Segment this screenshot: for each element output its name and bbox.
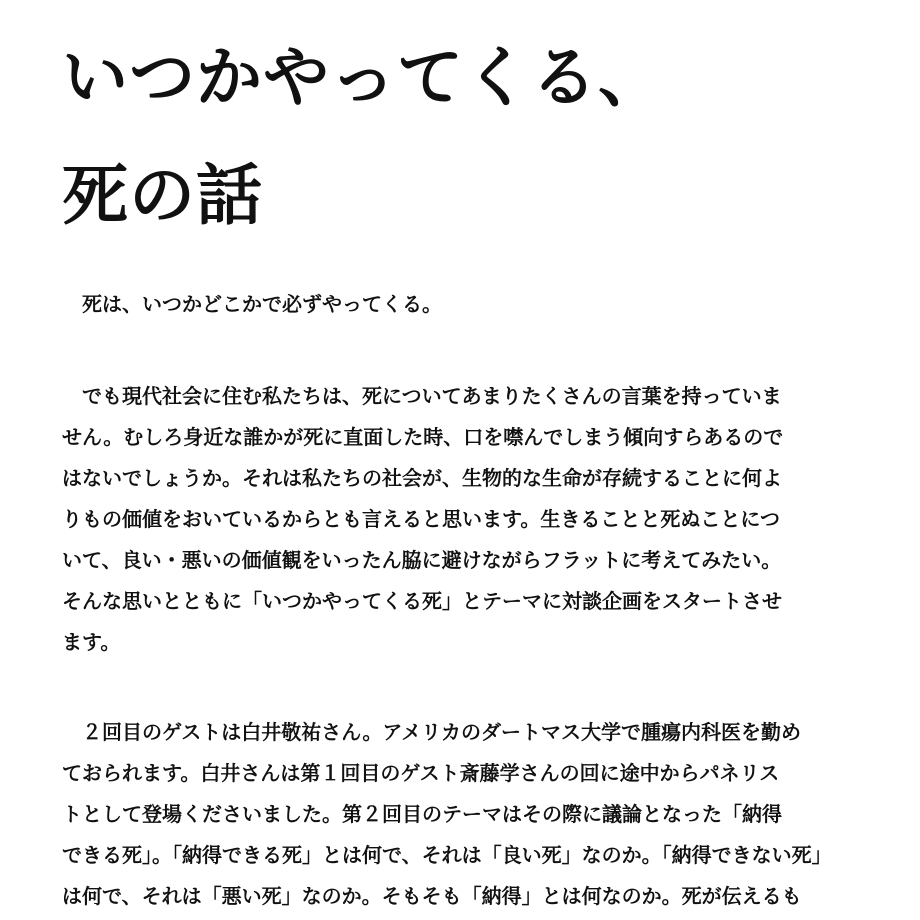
paragraph-1-line: はないでしょうか。それは私たちの社会が、生物的な生命が存続することに何よ: [62, 466, 782, 490]
paragraph-1-line: りもの価値をおいているからとも言えると思います。生きることと死ぬことにつ: [62, 507, 780, 531]
paragraph-1-line: せん。むしろ身近な誰かが死に直面した時、口を噤んでしまう傾向すらあるので: [62, 425, 784, 449]
paragraph-1: [62, 376, 862, 663]
paragraph-1-line: いて、良い・悪いの価値観をいったん脇に避けながらフラットに考えてみたい。: [62, 548, 782, 572]
paragraph-1-line: ます。: [62, 630, 121, 654]
paragraph-2-line: トとして登場くださいました。第２回目のテーマはその際に議論となった「納得: [62, 802, 782, 826]
paragraph-1-line: でも現代社会に住む私たちは、死についてあまりたくさんの言葉を持っていま: [82, 384, 782, 408]
paragraph-2: [62, 712, 862, 917]
article-title: [62, 18, 665, 254]
title-line-2: 死の話: [62, 156, 263, 234]
paragraph-2-line: は何で、それは「悪い死」なのか。そもそも「納得」とは何なのか。死が伝えるも: [62, 884, 802, 908]
lead-sentence: 死は、いつかどこかで必ずやってくる。: [82, 292, 442, 316]
paragraph-2-line: ２回目のゲストは白井敬祐さん。アメリカのダートマス大学で腫瘍内科医を勤め: [82, 720, 801, 744]
title-line-1: いつかやってくる、: [62, 38, 665, 116]
paragraph-2-line: できる死」。「納得できる死」とは何で、それは「良い死」なのか。「納得できない死」: [62, 843, 832, 867]
paragraph-2-line: ておられます。白井さんは第１回目のゲスト斎藤学さんの回に途中からパネリス: [62, 761, 780, 785]
paragraph-1-line: そんな思いとともに「いつかやってくる死」とテーマに対談企画をスタートさせ: [62, 589, 782, 613]
